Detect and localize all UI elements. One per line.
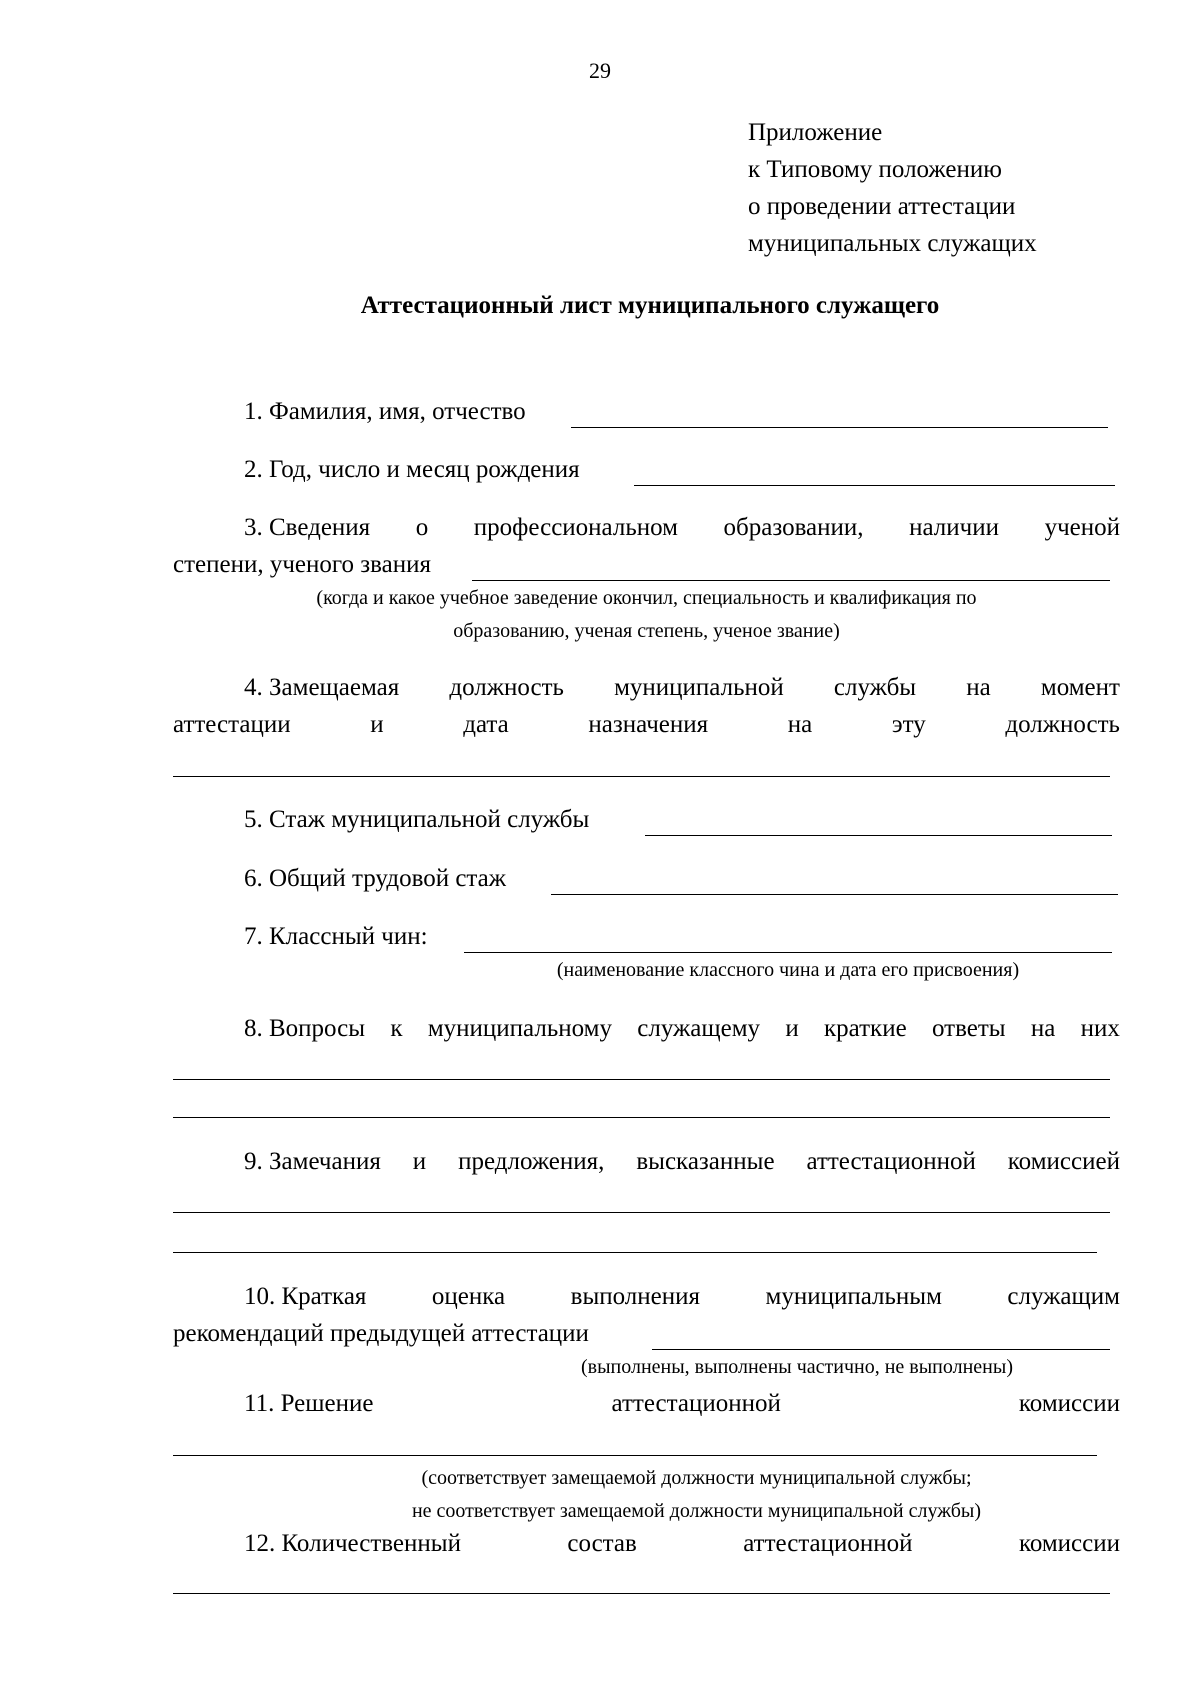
field-line-full-name[interactable] (571, 427, 1108, 428)
field-line-remarks-1[interactable] (173, 1212, 1110, 1213)
field-label-questions: 8. Вопросы к муниципальному служащему и краткие ответы на них (244, 1015, 1120, 1042)
hint-recommendations: (выполнены, выполнены частично, не выполнены) (581, 1356, 1013, 1378)
field-line-position[interactable] (173, 776, 1110, 777)
field-label-total-experience: 6. Общий трудовой стаж (244, 865, 507, 892)
field-line-recommendations[interactable] (652, 1349, 1110, 1350)
hint-class-rank: (наименование классного чина и дата его присвоения) (556, 959, 1020, 981)
field-label-municipal-service: 5. Стаж муниципальной службы (244, 806, 590, 833)
field-label-recommendations: 10. Краткая оценка выполнения муниципальным служащим (244, 1283, 1120, 1310)
document-title: Аттестационный лист муниципального служащего (360, 292, 940, 319)
field-line-total-experience[interactable] (551, 894, 1118, 895)
field-line-birth-date[interactable] (634, 485, 1115, 486)
field-label-education-cont: степени, ученого звания (173, 551, 431, 578)
field-label-remarks: 9. Замечания и предложения, высказанные аттестационной комиссией (244, 1148, 1120, 1175)
field-line-questions-2[interactable] (173, 1117, 1110, 1118)
annex-line-3: о проведении аттестации (748, 193, 1016, 220)
field-line-questions-1[interactable] (173, 1079, 1110, 1080)
hint-education-1: (когда и какое учебное заведение окончил, специальность и квалификация по (316, 587, 977, 609)
field-label-birth-date: 2. Год, число и месяц рождения (244, 456, 580, 483)
field-label-class-rank: 7. Классный чин: (244, 923, 428, 950)
hint-decision-1: (соответствует замещаемой должности муниципальной службы; (421, 1467, 972, 1489)
field-label-position: 4. Замещаемая должность муниципальной службы на момент (244, 674, 1120, 701)
field-label-education: 3. Сведения о профессиональном образовании, наличии ученой (244, 514, 1120, 541)
field-line-commission-composition[interactable] (173, 1593, 1110, 1594)
hint-education-2: образованию, ученая степень, ученое звание) (453, 620, 840, 642)
field-label-position-cont: аттестации и дата назначения на эту должность (173, 711, 1120, 738)
field-line-class-rank[interactable] (464, 952, 1112, 953)
annex-line-4: муниципальных служащих (748, 230, 1037, 257)
hint-decision-2: не соответствует замещаемой должности муниципальной службы) (411, 1500, 982, 1522)
field-line-education[interactable] (472, 580, 1110, 581)
field-label-commission-composition: 12. Количественный состав аттестационной комиссии (244, 1530, 1120, 1557)
page-number: 29 (589, 58, 611, 83)
field-line-remarks-2[interactable] (173, 1252, 1097, 1253)
field-label-decision: 11. Решение аттестационной комиссии (244, 1390, 1120, 1417)
field-label-recommendations-cont: рекомендаций предыдущей аттестации (173, 1320, 589, 1347)
annex-line-2: к Типовому положению (748, 156, 1002, 183)
field-line-decision[interactable] (173, 1455, 1097, 1456)
annex-line-1: Приложение (748, 119, 883, 146)
field-label-full-name: 1. Фамилия, имя, отчество (244, 398, 526, 425)
field-line-municipal-service[interactable] (645, 835, 1112, 836)
